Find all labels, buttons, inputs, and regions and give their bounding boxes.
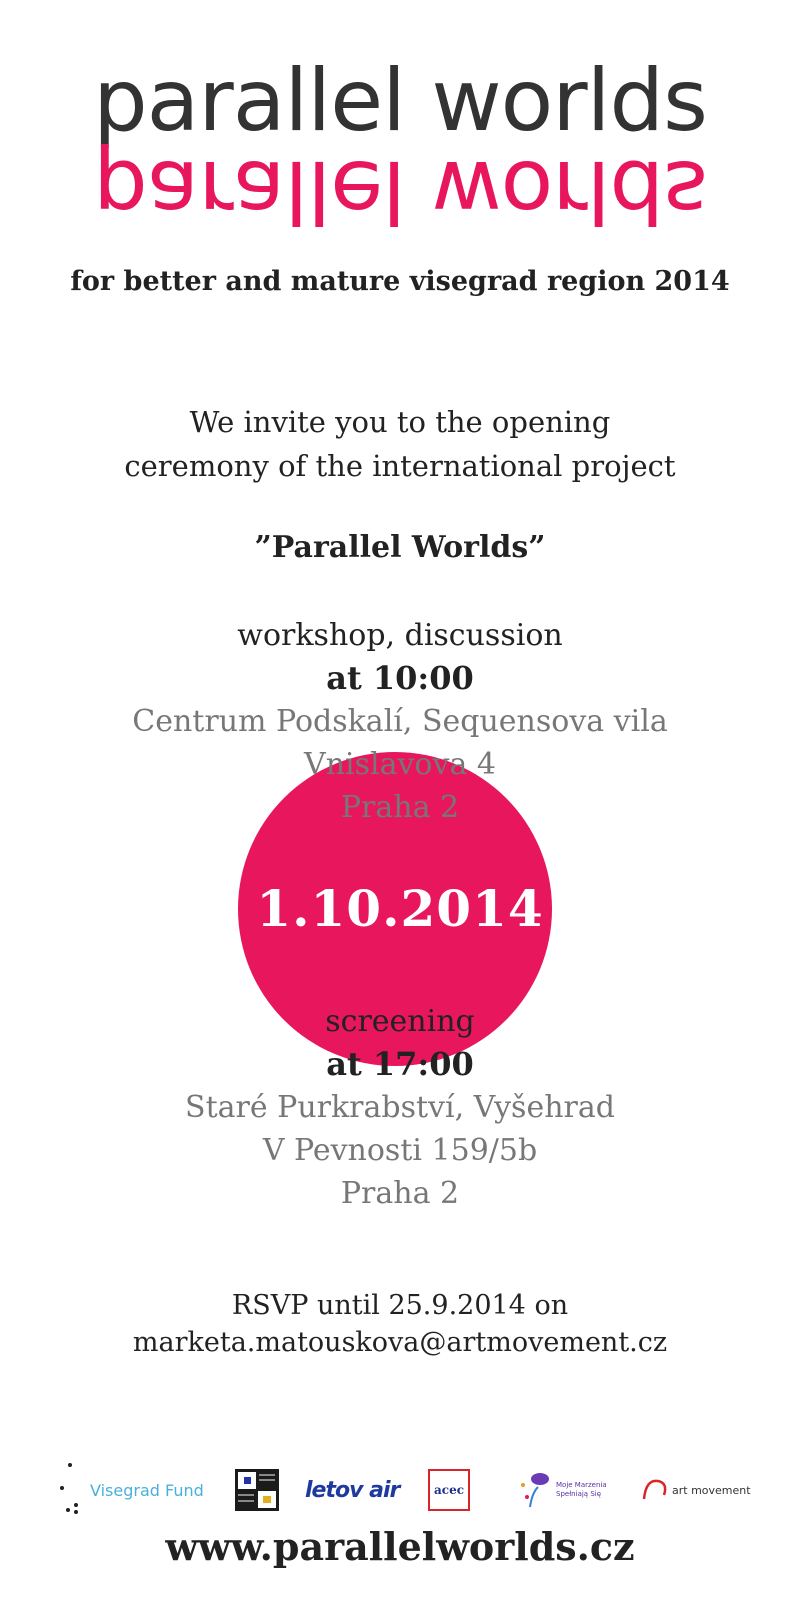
screening-time: at 17:00 — [326, 1045, 474, 1083]
workshop-street: Vnislavova 4 — [304, 747, 496, 782]
visegrad-fund-logo — [54, 1450, 214, 1530]
screening-place: Staré Purkrabství, Vyšehrad — [185, 1090, 615, 1125]
screening-city: Praha 2 — [340, 1176, 460, 1211]
art-movement-swirl-icon — [640, 1475, 670, 1505]
moje-marzenia-label: Moje Marzenia Spełniają Się — [556, 1481, 607, 1498]
art-movement-logo — [640, 1450, 760, 1530]
project-name: ”Parallel Worlds” — [254, 530, 546, 565]
workshop-block — [0, 614, 800, 829]
foundation-logo — [235, 1450, 285, 1530]
foundation-emblem-icon — [235, 1469, 279, 1511]
letov-air-logo — [305, 1450, 405, 1530]
workshop-time: at 10:00 — [326, 659, 474, 697]
dream-figure-icon — [518, 1471, 552, 1509]
moje-marzenia-logo — [518, 1450, 628, 1530]
invitation-line-1: We invite you to the opening — [189, 405, 611, 439]
screening-title: screening — [325, 1004, 475, 1039]
invitation-line-2: ceremony of the international project — [124, 449, 676, 483]
subtitle: for better and mature visegrad region 2014 — [70, 266, 730, 297]
page-title: parallel worlds — [93, 51, 707, 151]
visegrad-fund-label: Visegrad Fund — [90, 1480, 204, 1500]
workshop-title: workshop, discussion — [237, 618, 563, 653]
acec-label: acec — [433, 1483, 465, 1497]
rsvp-line: RSVP until 25.9.2014 on — [231, 1290, 569, 1321]
letov-air-label: letov air — [305, 1477, 400, 1503]
invitation-text — [0, 400, 800, 488]
event-date: 1.10.2014 — [256, 879, 544, 938]
screening-street: V Pevnosti 159/5b — [262, 1133, 538, 1168]
sponsor-logos — [40, 1450, 760, 1530]
screening-block — [0, 1000, 800, 1215]
rsvp-block — [0, 1287, 800, 1361]
acec-logo — [428, 1450, 478, 1530]
workshop-place: Centrum Podskalí, Sequensova vila — [132, 704, 668, 739]
page-title-mirrored: parallel worlds — [93, 141, 707, 241]
website-link[interactable]: www.parallelworlds.cz — [165, 1524, 635, 1569]
rsvp-email[interactable]: marketa.matouskova@artmovement.cz — [132, 1327, 668, 1358]
visegrad-dots-icon — [54, 1455, 84, 1525]
workshop-city: Praha 2 — [340, 790, 460, 825]
art-movement-label: art movement — [672, 1483, 751, 1497]
